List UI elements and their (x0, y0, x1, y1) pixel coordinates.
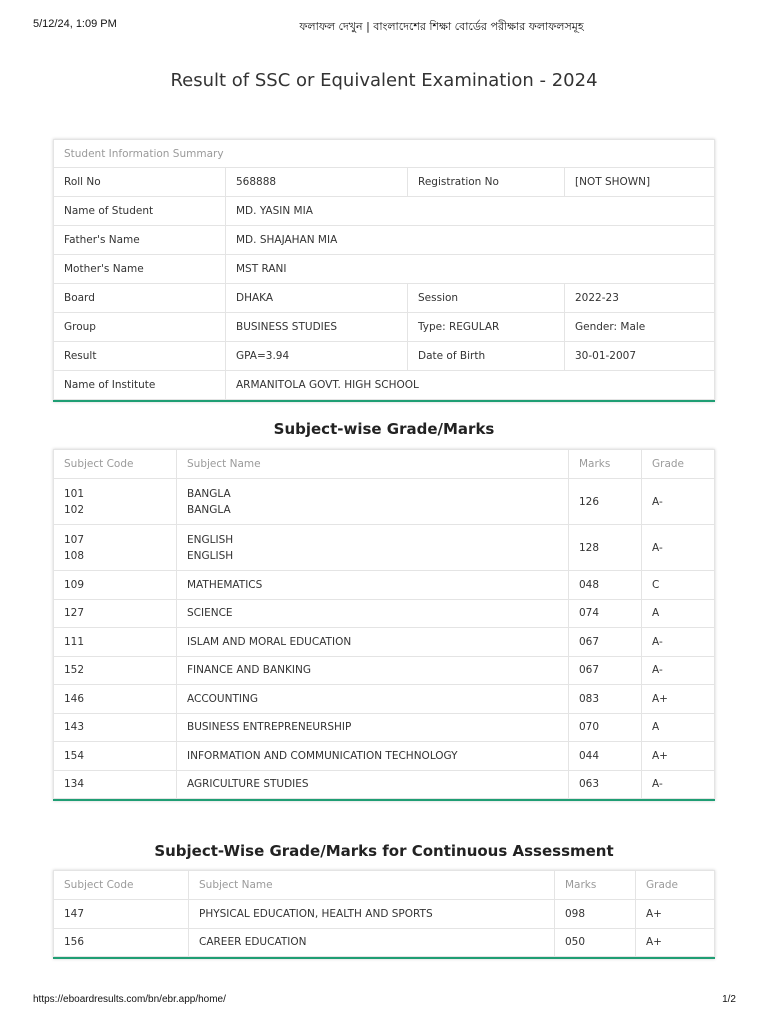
subject-code (54, 525, 177, 571)
column-header-name: Subject Name (177, 450, 569, 479)
subject-marks: 074 (569, 599, 642, 628)
subject-code: 127 (54, 599, 177, 628)
group-label: Group (54, 313, 226, 342)
subject-code: 152 (54, 656, 177, 685)
column-header-code: Subject Code (54, 450, 177, 479)
subject-grade: A (642, 599, 715, 628)
table-row (54, 479, 715, 525)
subject-code-line: 102 (64, 503, 85, 516)
subject-grade: A+ (642, 685, 715, 714)
subject-name (177, 479, 569, 525)
type-value: Type: REGULAR (408, 313, 565, 342)
subject-marks: 044 (569, 742, 642, 771)
subject-name: ISLAM AND MORAL EDUCATION (177, 628, 569, 657)
table-row (54, 599, 715, 628)
subject-code: 156 (54, 928, 189, 957)
subject-grade: A- (642, 770, 715, 799)
subject-name-line: ENGLISH (187, 549, 234, 562)
board-label: Board (54, 284, 226, 313)
session-value: 2022-23 (565, 284, 715, 313)
column-header-grade: Grade (636, 871, 715, 900)
registration-label: Registration No (408, 168, 565, 197)
session-label: Session (408, 284, 565, 313)
print-page-title: ফলাফল দেখুন | বাংলাদেশের শিক্ষা বোর্ডের পরীক্ষার ফলাফলসমূহ (299, 20, 584, 33)
subject-name-line: BANGLA (187, 487, 231, 500)
subject-marks: 048 (569, 571, 642, 600)
mother-name-label: Mother's Name (54, 255, 226, 284)
subject-code (54, 479, 177, 525)
institute-value: ARMANITOLA GOVT. HIGH SCHOOL (226, 371, 715, 400)
subject-marks: 098 (555, 900, 636, 929)
table-row (54, 713, 715, 742)
subject-grade: A (642, 713, 715, 742)
table-row (54, 168, 715, 197)
subject-name: PHYSICAL EDUCATION, HEALTH AND SPORTS (189, 900, 555, 929)
subject-code: 146 (54, 685, 177, 714)
subject-grade: A+ (636, 900, 715, 929)
student-info-caption: Student Information Summary (54, 140, 715, 168)
subject-name-line: ENGLISH (187, 533, 234, 546)
dob-value: 30-01-2007 (565, 342, 715, 371)
subject-name: AGRICULTURE STUDIES (177, 770, 569, 799)
column-header-marks: Marks (569, 450, 642, 479)
table-row (54, 742, 715, 771)
group-value: BUSINESS STUDIES (226, 313, 408, 342)
result-label: Result (54, 342, 226, 371)
table-row (54, 342, 715, 371)
subject-grade: A- (642, 525, 715, 571)
student-name-value: MD. YASIN MIA (226, 197, 715, 226)
registration-value: [NOT SHOWN] (565, 168, 715, 197)
subject-grade: A- (642, 656, 715, 685)
subject-code: 154 (54, 742, 177, 771)
subject-grade: A- (642, 479, 715, 525)
table-row (54, 197, 715, 226)
subject-grade: A- (642, 628, 715, 657)
column-header-grade: Grade (642, 450, 715, 479)
continuous-assessment-card (53, 870, 715, 959)
subject-marks: 063 (569, 770, 642, 799)
table-row (54, 685, 715, 714)
column-header-marks: Marks (555, 871, 636, 900)
subject-marks: 083 (569, 685, 642, 714)
roll-value: 568888 (226, 168, 408, 197)
mother-name-value: MST RANI (226, 255, 715, 284)
table-row (54, 628, 715, 657)
table-row (54, 928, 715, 957)
column-header-code: Subject Code (54, 871, 189, 900)
result-value: GPA=3.94 (226, 342, 408, 371)
dob-label: Date of Birth (408, 342, 565, 371)
subject-code-line: 107 (64, 533, 85, 546)
print-page-number: 1/2 (722, 994, 736, 1005)
table-header-row (54, 450, 715, 479)
subject-code: 134 (54, 770, 177, 799)
institute-label: Name of Institute (54, 371, 226, 400)
student-name-label: Name of Student (54, 197, 226, 226)
subject-code-line: 108 (64, 549, 85, 562)
subject-marks: 050 (555, 928, 636, 957)
continuous-assessment-heading: Subject-Wise Grade/Marks for Continuous Assessment (154, 842, 614, 860)
subject-name: SCIENCE (177, 599, 569, 628)
continuous-assessment-table (53, 870, 715, 957)
subject-grade: C (642, 571, 715, 600)
father-name-value: MD. SHAJAHAN MIA (226, 226, 715, 255)
subject-name: MATHEMATICS (177, 571, 569, 600)
subject-grade: A+ (642, 742, 715, 771)
table-row (54, 525, 715, 571)
subject-grade: A+ (636, 928, 715, 957)
table-row (54, 313, 715, 342)
subject-code: 109 (54, 571, 177, 600)
table-row (54, 284, 715, 313)
print-url: https://eboardresults.com/bn/ebr.app/home/ (33, 994, 226, 1005)
subject-name: INFORMATION AND COMMUNICATION TECHNOLOGY (177, 742, 569, 771)
subject-name: BUSINESS ENTREPRENEURSHIP (177, 713, 569, 742)
table-row (54, 770, 715, 799)
column-header-name: Subject Name (189, 871, 555, 900)
page-title: Result of SSC or Equivalent Examination - 2024 (170, 70, 598, 91)
subject-marks-table (53, 449, 715, 799)
table-row (54, 656, 715, 685)
roll-label: Roll No (54, 168, 226, 197)
subject-code-line: 101 (64, 487, 85, 500)
subject-name: CAREER EDUCATION (189, 928, 555, 957)
table-row (54, 226, 715, 255)
subject-marks: 128 (569, 525, 642, 571)
student-info-card (53, 139, 715, 402)
gender-value: Gender: Male (565, 313, 715, 342)
subject-name: ACCOUNTING (177, 685, 569, 714)
print-datetime: 5/12/24, 1:09 PM (33, 18, 117, 30)
subject-code: 147 (54, 900, 189, 929)
table-row (54, 900, 715, 929)
table-row (54, 571, 715, 600)
student-info-table (53, 139, 715, 400)
subject-name: FINANCE AND BANKING (177, 656, 569, 685)
table-header-row (54, 871, 715, 900)
subject-marks: 126 (569, 479, 642, 525)
table-row (54, 371, 715, 400)
subject-marks: 070 (569, 713, 642, 742)
subject-code: 143 (54, 713, 177, 742)
subject-marks: 067 (569, 628, 642, 657)
board-value: DHAKA (226, 284, 408, 313)
subject-marks-card (53, 449, 715, 801)
father-name-label: Father's Name (54, 226, 226, 255)
subject-code: 111 (54, 628, 177, 657)
table-row (54, 255, 715, 284)
subject-marks-heading: Subject-wise Grade/Marks (273, 420, 495, 438)
subject-name-line: BANGLA (187, 503, 231, 516)
subject-name (177, 525, 569, 571)
subject-marks: 067 (569, 656, 642, 685)
